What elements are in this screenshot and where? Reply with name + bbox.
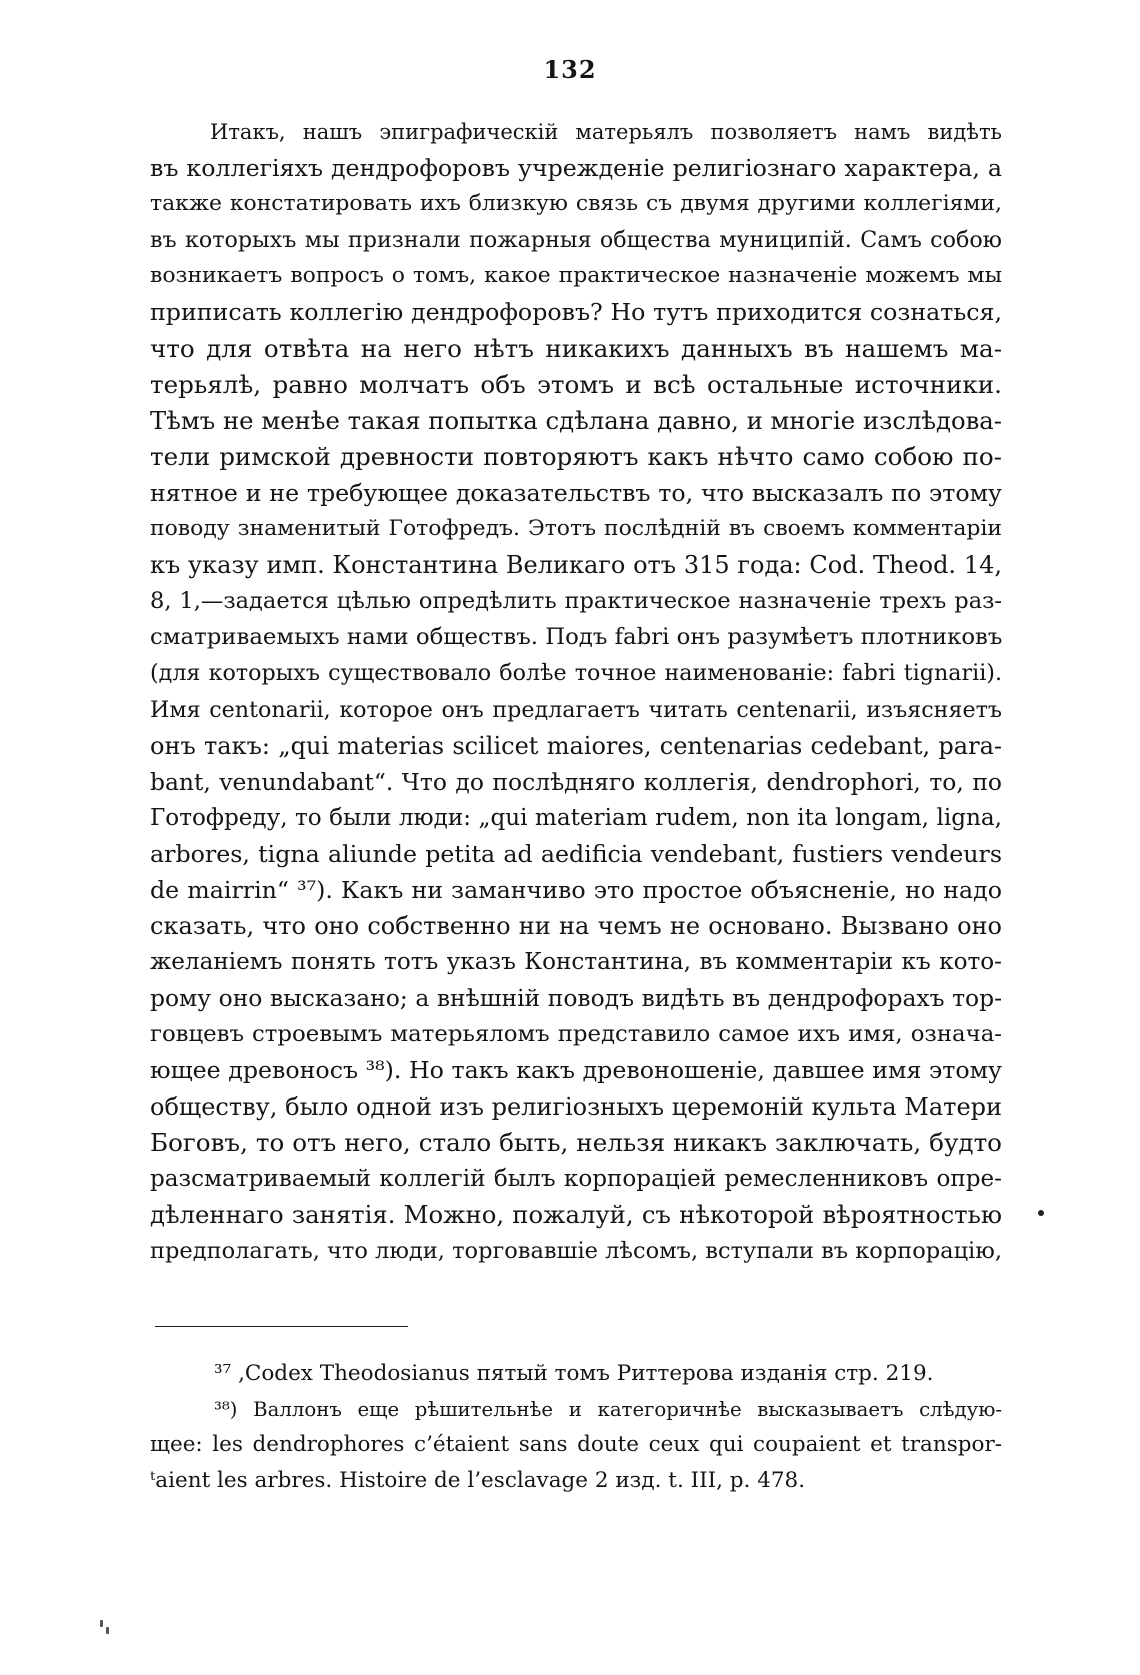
footnote-separator xyxy=(155,1326,408,1327)
text-line: также констатировать ихъ близкую связь съ двумя другими коллегіями, xyxy=(150,191,1002,217)
text-line: поводу знаменитый Готофредъ. Этотъ послѣдній въ своемъ комментаріи xyxy=(150,516,1002,542)
text-line: приписать коллегію дендрофоровъ? Но тутъ приходится сознаться, xyxy=(150,298,1002,327)
text-line: дѣленнаго занятія. Можно, пожалуй, съ нѣкоторой вѣроятностью xyxy=(150,1199,1002,1229)
text-line: сматриваемыхъ нами обществъ. Подъ fabri онъ разумѣетъ плотниковъ xyxy=(150,624,1003,651)
text-line: онъ такъ: „qui materias scilicet maiores, centenarias cedebant, para- xyxy=(150,731,1002,760)
text-line: терьялѣ, равно молчатъ объ этомъ и всѣ остальные источники. xyxy=(150,369,1002,399)
text-line: ющее древоносъ ³⁸). Но такъ какъ древоношеніе, давшее имя этому xyxy=(150,1056,1002,1085)
text-line: de mairrin“ ³⁷). Какъ ни заманчиво это простое объясненіе, но надо xyxy=(150,875,1002,904)
scan-speck xyxy=(1038,1210,1044,1216)
text-line: возникаетъ вопросъ о томъ, какое практическое назначеніе можемъ мы xyxy=(150,263,1002,289)
text-line: 8, 1,—задается цѣлью опредѣлить практическое назначеніе трехъ раз- xyxy=(150,588,1002,615)
text-line: Итакъ, нашъ эпиграфическій матерьялъ позволяетъ намъ видѣть xyxy=(210,120,1002,144)
text-line: что для отвѣта на него нѣтъ никакихъ данныхъ въ нашемъ ма- xyxy=(150,333,1002,363)
text-line: говцевъ строевымъ матерьяломъ представило самое ихъ имя, означа- xyxy=(150,1021,1002,1048)
text-line: (для которыхъ существовало болѣе точное наименованіе: fabri tignarii). xyxy=(150,660,1002,687)
footnote-38-line: ᵗaient les arbres. Histoire de l’esclavage 2 изд. t. III, p. 478. xyxy=(150,1467,806,1493)
main-text-block xyxy=(150,114,1002,1269)
page-number: 132 xyxy=(543,55,597,84)
text-line: тели римской древности повторяютъ какъ нѣчто само собою по- xyxy=(150,441,1002,471)
text-line: къ указу имп. Константина Великаго отъ 315 года: Cod. Theod. 14, xyxy=(150,551,1002,580)
scan-speck xyxy=(100,1620,103,1627)
text-line: разсматриваемый коллегій былъ корпораціей ремесленниковъ опре- xyxy=(150,1165,1002,1192)
text-line: Тѣмъ не менѣе такая попытка сдѣлана давно, и многіе изслѣдова- xyxy=(150,405,1002,435)
footnote-37: ³⁷ ,Codex Theodosianus пятый томъ Риттерова изданія стр. 219. xyxy=(214,1361,934,1386)
text-line: Имя centonarii, которое онъ предлагаетъ читать centenarii, изъясняетъ xyxy=(150,696,1002,723)
text-line: желаніемъ понять тотъ указъ Константина, въ комментаріи къ кото- xyxy=(150,949,1002,976)
text-line: обществу, было одной изъ религіозныхъ церемоній культа Матери xyxy=(150,1092,1002,1121)
text-line: рому оно высказано; а внѣшній поводъ видѣть въ дендрофорахъ тор- xyxy=(150,984,1002,1013)
text-line: въ которыхъ мы признали пожарныя общества муниципій. Самъ собою xyxy=(150,227,1002,254)
text-line: въ коллегіяхъ дендрофоровъ учрежденіе религіознаго характера, а xyxy=(150,154,1002,183)
scan-speck xyxy=(106,1627,109,1634)
text-line: нятное и не требующее доказательствъ то, что высказалъ по этому xyxy=(150,478,1002,507)
text-line: Боговъ, то отъ него, стало быть, нельзя никакъ заключать, будто xyxy=(150,1127,1002,1157)
text-line: arbores, tigna aliunde petita ad aedificia vendebant, fustiers vendeurs xyxy=(150,839,1002,868)
text-line: сказать, что оно собственно ни на чемъ не основано. Вызвано оно xyxy=(150,912,1002,941)
footnote-38-line: ³⁸) Валлонъ еще рѣшительнѣе и категоричнѣе высказываетъ слѣдую- xyxy=(214,1397,1002,1421)
text-line: предполагать, что люди, торговавшіе лѣсомъ, вступали въ корпорацію, xyxy=(150,1237,1002,1264)
text-line: bant, venundabant“. Что до послѣдняго коллегія, dendrophori, то, по xyxy=(150,767,1002,796)
footnotes-block xyxy=(150,1356,1002,1498)
footnote-38-line: щее: les dendrophores c’étaient sans doute ceux qui coupaient et transpor- xyxy=(150,1432,1002,1457)
text-line: Готофреду, то были люди: „qui materiam rudem, non ita longam, ligna, xyxy=(150,804,1002,831)
